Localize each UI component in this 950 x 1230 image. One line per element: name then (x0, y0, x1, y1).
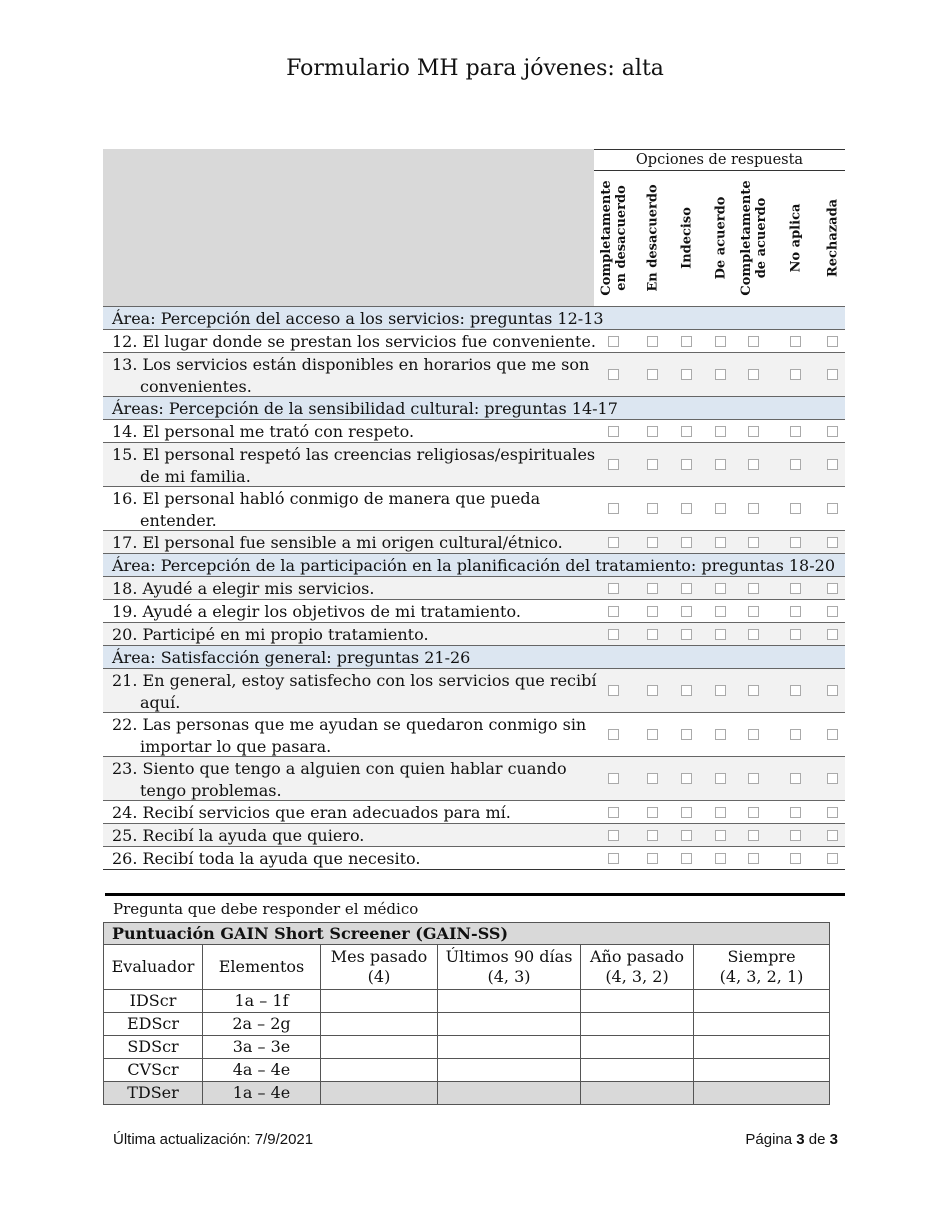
question-row (103, 442, 845, 486)
response-checkbox[interactable] (715, 459, 726, 470)
response-checkbox[interactable] (715, 629, 726, 640)
gain-items-cell: 3a – 3e (203, 1036, 321, 1059)
response-checkbox[interactable] (681, 336, 692, 347)
gain-items-cell: 2a – 2g (203, 1013, 321, 1036)
response-checkbox[interactable] (608, 807, 619, 818)
response-checkbox[interactable] (681, 369, 692, 380)
response-checkbox[interactable] (827, 426, 838, 437)
response-checkbox[interactable] (748, 830, 759, 841)
gain-score-input-cell[interactable] (438, 990, 581, 1013)
response-checkbox[interactable] (647, 459, 658, 470)
response-checkbox[interactable] (790, 537, 801, 548)
response-checkbox[interactable] (748, 606, 759, 617)
response-checkbox[interactable] (608, 583, 619, 594)
response-column-header (778, 170, 814, 306)
question-row (103, 712, 845, 756)
response-checkbox[interactable] (827, 336, 838, 347)
response-checkbox[interactable] (715, 606, 726, 617)
gain-items-cell: 1a – 1f (203, 990, 321, 1013)
response-checkbox[interactable] (647, 606, 658, 617)
response-checkbox[interactable] (827, 537, 838, 548)
gain-evaluator-cell: EDScr (104, 1013, 203, 1036)
response-checkbox[interactable] (790, 426, 801, 437)
response-checkbox[interactable] (715, 807, 726, 818)
section-divider (105, 893, 845, 896)
response-checkbox[interactable] (827, 606, 838, 617)
response-checkbox[interactable] (827, 830, 838, 841)
response-checkbox[interactable] (748, 336, 759, 347)
response-checkbox[interactable] (608, 369, 619, 380)
response-checkbox[interactable] (748, 685, 759, 696)
response-checkbox[interactable] (715, 729, 726, 740)
response-column-label: Rechazada (825, 198, 841, 278)
question-text: 14. El personal me trató con respeto. (112, 422, 415, 441)
page-title: Formulario MH para jóvenes: alta (286, 56, 664, 81)
question-text: 21. En general, estoy satisfecho con los servicios que recibí aquí. (112, 671, 597, 712)
gain-items-cell: 1a – 4e (203, 1082, 321, 1105)
response-checkbox[interactable] (608, 537, 619, 548)
question-row (103, 352, 845, 396)
response-column-header (669, 170, 705, 306)
section-header-row (103, 396, 845, 419)
gain-row (104, 1013, 830, 1036)
response-checkbox[interactable] (608, 629, 619, 640)
question-text: 24. Recibí servicios que eran adecuados para mí. (112, 803, 511, 822)
response-checkbox[interactable] (827, 583, 838, 594)
gain-score-input-cell[interactable] (581, 990, 694, 1013)
response-checkbox[interactable] (681, 503, 692, 514)
last-updated: Última actualización: 7/9/2021 (113, 1131, 314, 1148)
section-title: Áreas: Percepción de la sensibilidad cultural: preguntas 14-17 (112, 399, 618, 418)
gain-header-row (104, 945, 830, 990)
response-checkbox[interactable] (647, 537, 658, 548)
gain-score-input-cell[interactable] (581, 1036, 694, 1059)
gain-column-header: Año pasado (4, 3, 2) (581, 945, 694, 990)
question-row (103, 599, 845, 622)
response-checkbox[interactable] (748, 426, 759, 437)
question-text: 12. El lugar donde se prestan los servicios fue conveniente. (112, 332, 596, 351)
of-word: de (808, 1131, 826, 1148)
response-checkbox[interactable] (715, 369, 726, 380)
response-checkbox[interactable] (790, 629, 801, 640)
response-checkbox[interactable] (790, 503, 801, 514)
response-checkbox[interactable] (715, 336, 726, 347)
response-column-header (815, 170, 851, 306)
response-checkbox[interactable] (608, 426, 619, 437)
page-current: 3 (796, 1131, 805, 1148)
response-checkbox[interactable] (715, 537, 726, 548)
question-row (103, 800, 845, 823)
question-text: 25. Recibí la ayuda que quiero. (112, 826, 365, 845)
response-checkbox[interactable] (647, 685, 658, 696)
response-checkbox[interactable] (681, 537, 692, 548)
question-row (103, 668, 845, 712)
gain-column-header: Últimos 90 días (4, 3) (438, 945, 581, 990)
response-checkbox[interactable] (748, 773, 759, 784)
response-checkbox[interactable] (715, 773, 726, 784)
response-checkbox[interactable] (647, 853, 658, 864)
response-column-label: Completamente en desacuerdo (599, 180, 629, 296)
gain-row (104, 990, 830, 1013)
response-checkbox[interactable] (681, 685, 692, 696)
gain-score-input-cell[interactable] (581, 1013, 694, 1036)
gain-score-input-cell[interactable] (438, 1059, 581, 1082)
question-text: 26. Recibí toda la ayuda que necesito. (112, 849, 421, 868)
response-checkbox[interactable] (681, 773, 692, 784)
gain-evaluator-cell: TDSer (104, 1082, 203, 1105)
response-checkbox[interactable] (790, 336, 801, 347)
question-row (103, 823, 845, 846)
response-checkbox[interactable] (748, 459, 759, 470)
response-checkbox[interactable] (790, 773, 801, 784)
response-column-label: Indeciso (679, 207, 695, 269)
response-checkbox[interactable] (715, 503, 726, 514)
response-checkbox[interactable] (790, 606, 801, 617)
response-checkbox[interactable] (715, 853, 726, 864)
response-checkbox[interactable] (647, 807, 658, 818)
response-checkbox[interactable] (715, 583, 726, 594)
response-checkbox[interactable] (608, 773, 619, 784)
gain-evaluator-cell: SDScr (104, 1036, 203, 1059)
gain-score-input-cell[interactable] (438, 1013, 581, 1036)
page-word: Página (745, 1131, 793, 1148)
gain-score-input-cell[interactable] (694, 990, 830, 1013)
section-title: Área: Percepción de la participación en la planificación del tratamiento: preguntas 18-20 (112, 556, 835, 575)
gain-evaluator-cell: CVScr (104, 1059, 203, 1082)
gain-row (104, 1036, 830, 1059)
response-checkbox[interactable] (681, 729, 692, 740)
response-checkbox[interactable] (681, 830, 692, 841)
survey-header (103, 149, 845, 306)
response-checkbox[interactable] (681, 459, 692, 470)
survey-rows (103, 306, 845, 869)
clinician-note: Pregunta que debe responder el médico (113, 900, 419, 918)
response-column-label: No aplica (788, 203, 804, 273)
question-row (103, 530, 845, 553)
response-options-title: Opciones de respuesta (594, 149, 845, 171)
question-row (103, 756, 845, 800)
response-checkbox[interactable] (681, 807, 692, 818)
response-checkbox[interactable] (681, 853, 692, 864)
question-row (103, 329, 845, 352)
response-checkbox[interactable] (827, 685, 838, 696)
question-text: 16. El personal habló conmigo de manera que pueda entender. (112, 489, 541, 530)
header-blank-cell (103, 149, 594, 306)
question-text: 20. Participé en mi propio tratamiento. (112, 625, 429, 644)
response-checkbox[interactable] (790, 729, 801, 740)
gain-score-input-cell[interactable] (321, 990, 438, 1013)
gain-column-header: Evaluador (104, 945, 203, 990)
response-checkbox[interactable] (827, 369, 838, 380)
response-checkbox[interactable] (608, 503, 619, 514)
response-checkbox[interactable] (647, 729, 658, 740)
response-checkbox[interactable] (608, 729, 619, 740)
response-checkbox[interactable] (790, 830, 801, 841)
response-checkbox[interactable] (647, 426, 658, 437)
gain-score-input-cell[interactable] (581, 1082, 694, 1105)
response-column-header (703, 170, 739, 306)
response-checkbox[interactable] (748, 629, 759, 640)
response-checkbox[interactable] (647, 773, 658, 784)
gain-score-input-cell[interactable] (581, 1059, 694, 1082)
gain-score-input-cell[interactable] (694, 1036, 830, 1059)
section-header-row (103, 553, 845, 576)
question-text: 22. Las personas que me ayudan se quedaron conmigo sin importar lo que pasara. (112, 715, 587, 756)
response-checkbox[interactable] (827, 629, 838, 640)
response-checkbox[interactable] (790, 459, 801, 470)
response-checkbox[interactable] (790, 583, 801, 594)
page-total: 3 (829, 1131, 838, 1148)
response-checkbox[interactable] (608, 459, 619, 470)
response-checkbox[interactable] (647, 369, 658, 380)
response-checkbox[interactable] (681, 606, 692, 617)
gain-evaluator-cell: IDScr (104, 990, 203, 1013)
gain-column-header: Elementos (203, 945, 321, 990)
response-checkbox[interactable] (681, 583, 692, 594)
gain-row (104, 1059, 830, 1082)
gain-score-input-cell[interactable] (694, 1013, 830, 1036)
question-text: 15. El personal respetó las creencias religiosas/espirituales de mi familia. (112, 445, 596, 486)
response-checkbox[interactable] (790, 369, 801, 380)
response-checkbox[interactable] (608, 830, 619, 841)
response-checkbox[interactable] (827, 807, 838, 818)
response-column-label: De acuerdo (713, 196, 729, 280)
response-checkbox[interactable] (681, 629, 692, 640)
response-checkbox[interactable] (608, 606, 619, 617)
survey-table (103, 149, 845, 870)
question-row (103, 622, 845, 645)
question-text: 18. Ayudé a elegir mis servicios. (112, 579, 375, 598)
gain-score-input-cell[interactable] (438, 1036, 581, 1059)
question-row (103, 846, 845, 869)
gain-score-input-cell[interactable] (321, 1036, 438, 1059)
response-options-header (594, 149, 845, 306)
response-checkbox[interactable] (647, 830, 658, 841)
response-checkbox[interactable] (827, 503, 838, 514)
response-checkbox[interactable] (681, 426, 692, 437)
response-checkbox[interactable] (608, 853, 619, 864)
gain-score-input-cell[interactable] (321, 1082, 438, 1105)
question-text: 13. Los servicios están disponibles en horarios que me son convenientes. (112, 355, 590, 396)
question-text: 19. Ayudé a elegir los objetivos de mi tratamiento. (112, 602, 521, 621)
response-column-header (736, 170, 772, 306)
response-checkbox[interactable] (790, 807, 801, 818)
response-column-header (635, 170, 671, 306)
section-title: Área: Percepción del acceso a los servicios: preguntas 12-13 (112, 309, 604, 328)
question-row (103, 419, 845, 442)
response-column-label: Completamente de acuerdo (739, 180, 769, 296)
section-header-row (103, 306, 845, 329)
gain-score-input-cell[interactable] (694, 1059, 830, 1082)
gain-score-input-cell[interactable] (438, 1082, 581, 1105)
gain-score-input-cell[interactable] (321, 1013, 438, 1036)
response-checkbox[interactable] (748, 369, 759, 380)
response-checkbox[interactable] (647, 503, 658, 514)
gain-score-input-cell[interactable] (694, 1082, 830, 1105)
response-checkbox[interactable] (647, 336, 658, 347)
gain-score-input-cell[interactable] (321, 1059, 438, 1082)
gain-column-header: Mes pasado (4) (321, 945, 438, 990)
response-checkbox[interactable] (748, 807, 759, 818)
response-checkbox[interactable] (827, 459, 838, 470)
gain-column-header: Siempre (4, 3, 2, 1) (694, 945, 830, 990)
response-checkbox[interactable] (790, 853, 801, 864)
response-checkbox[interactable] (715, 426, 726, 437)
response-checkbox[interactable] (715, 830, 726, 841)
question-row (103, 576, 845, 599)
response-checkbox[interactable] (827, 729, 838, 740)
response-checkbox[interactable] (827, 773, 838, 784)
page-number (745, 1131, 838, 1148)
response-checkbox[interactable] (748, 853, 759, 864)
response-column-label: En desacuerdo (645, 184, 661, 292)
section-title: Área: Satisfacción general: preguntas 21-26 (112, 648, 471, 667)
section-header-row (103, 645, 845, 668)
response-checkbox[interactable] (790, 685, 801, 696)
response-checkbox[interactable] (748, 537, 759, 548)
gain-score-table (103, 922, 830, 1105)
gain-items-cell: 4a – 4e (203, 1059, 321, 1082)
response-checkbox[interactable] (715, 685, 726, 696)
question-row (103, 486, 845, 530)
response-checkbox[interactable] (647, 583, 658, 594)
question-text: 17. El personal fue sensible a mi origen cultural/étnico. (112, 533, 563, 552)
response-checkbox[interactable] (748, 503, 759, 514)
response-checkbox[interactable] (827, 853, 838, 864)
response-checkbox[interactable] (748, 729, 759, 740)
response-checkbox[interactable] (647, 629, 658, 640)
response-column-header (596, 170, 632, 306)
gain-row (104, 1082, 830, 1105)
gain-title: Puntuación GAIN Short Screener (GAIN-SS) (104, 923, 830, 945)
response-checkbox[interactable] (608, 336, 619, 347)
response-checkbox[interactable] (748, 583, 759, 594)
question-text: 23. Siento que tengo a alguien con quien hablar cuando tengo problemas. (112, 759, 567, 800)
response-checkbox[interactable] (608, 685, 619, 696)
